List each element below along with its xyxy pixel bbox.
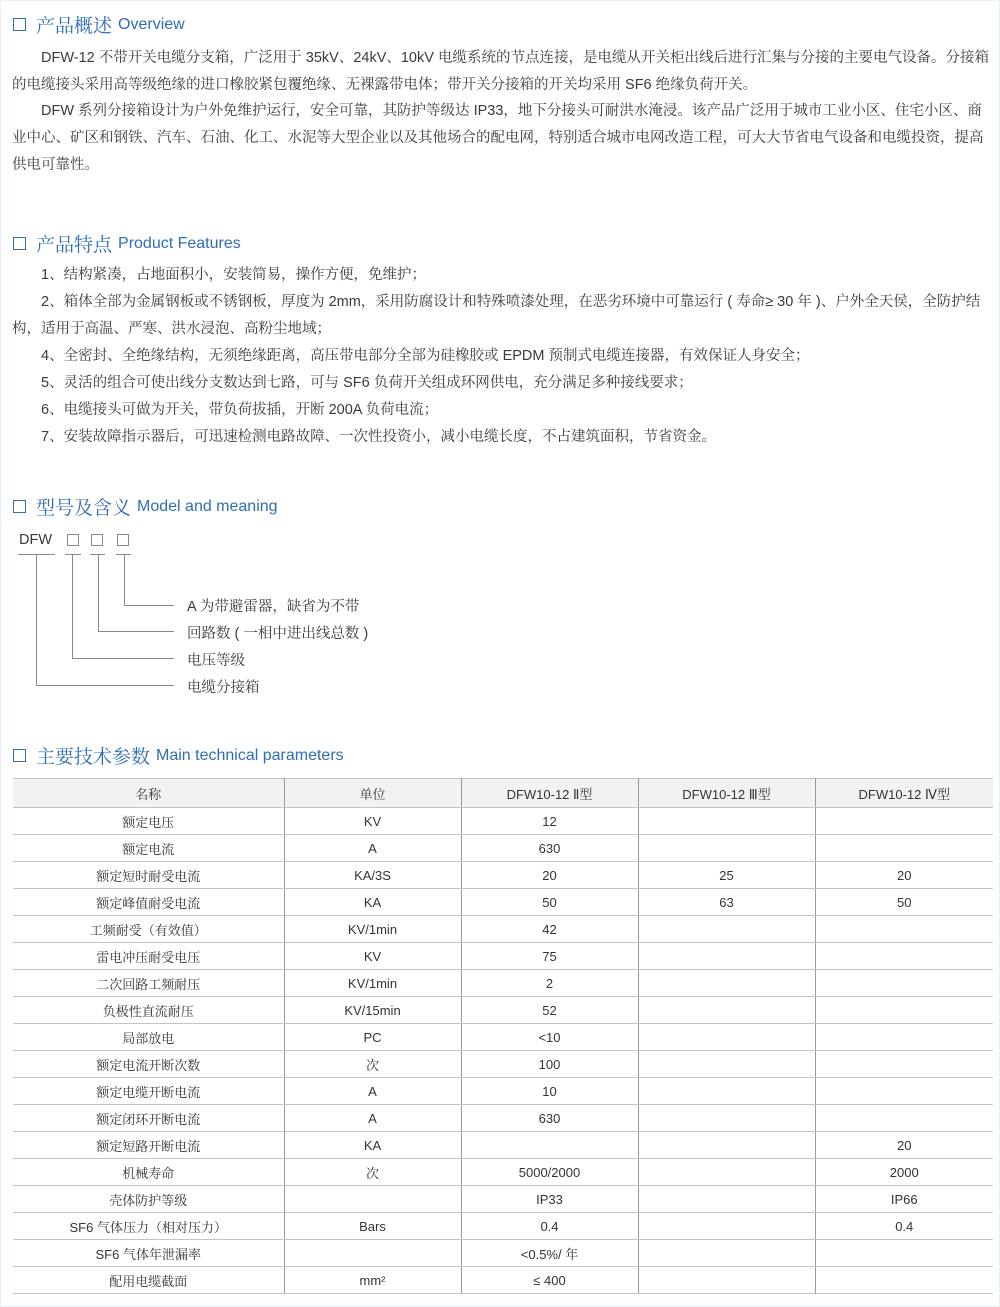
table-cell: KV/15min	[284, 997, 461, 1024]
model-label: 回路数 ( 一相中进出线总数 )	[187, 626, 369, 642]
heading-cn: 产品特点	[36, 235, 113, 256]
table-cell	[284, 1186, 461, 1213]
square-bullet-icon	[13, 500, 26, 513]
table-cell: A	[284, 1105, 461, 1132]
table-cell	[461, 1132, 638, 1159]
table-cell	[815, 1240, 993, 1267]
table-cell	[638, 1213, 815, 1240]
table-cell	[638, 808, 815, 835]
table-cell: KA/3S	[284, 862, 461, 889]
table-cell: 额定电流	[13, 835, 284, 862]
table-cell	[815, 970, 993, 997]
table-cell: <10	[461, 1024, 638, 1051]
heading-en: Product Features	[118, 234, 241, 252]
table-row	[13, 889, 993, 916]
header-cell: 名称	[13, 779, 284, 808]
table-cell: KV	[284, 943, 461, 970]
table-row	[13, 862, 993, 889]
table-cell: 次	[284, 1051, 461, 1078]
table-cell: 配用电缆截面	[13, 1267, 284, 1294]
table-cell	[815, 1078, 993, 1105]
table-cell	[638, 835, 815, 862]
params-heading	[13, 742, 344, 769]
table-cell	[815, 1024, 993, 1051]
table-row	[13, 997, 993, 1024]
table-cell: 50	[461, 889, 638, 916]
table-row	[13, 1132, 993, 1159]
table-cell: KV	[284, 808, 461, 835]
feature-item: 7、安装故障指示器后，可迅速检测电路故障、一次性投资小，减小电缆长度，不占建筑面积，节省资金。	[41, 429, 717, 445]
table-cell	[815, 835, 993, 862]
heading-en: Main technical parameters	[156, 746, 344, 764]
table-cell	[638, 970, 815, 997]
table-cell	[815, 916, 993, 943]
overview-paragraph: DFW-12 不带开关电缆分支箱，广泛用于 35kV、24kV、10kV 电缆系统的节点连接，是电缆从开关柜出线后进行汇集与分接的主要电气设备。分接箱的电缆接头采用高等级绝缘的进口橡胶紧包覆绝缘、无裸露带电体；带开关分接箱的开关均采用 SF6 绝缘负荷开关。	[12, 50, 989, 93]
table-row	[13, 916, 993, 943]
table-cell: Bars	[284, 1213, 461, 1240]
table-cell: 2	[461, 970, 638, 997]
table-row	[13, 943, 993, 970]
table-cell: 52	[461, 997, 638, 1024]
table-row	[13, 1051, 993, 1078]
table-cell: 630	[461, 1105, 638, 1132]
table-cell: 0.4	[815, 1213, 993, 1240]
table-cell: 50	[815, 889, 993, 916]
square-bullet-icon	[13, 18, 26, 31]
table-cell: A	[284, 1078, 461, 1105]
table-cell: KV/1min	[284, 916, 461, 943]
table-cell	[638, 916, 815, 943]
table-cell: 42	[461, 916, 638, 943]
table-cell	[815, 997, 993, 1024]
table-cell: 2000	[815, 1159, 993, 1186]
table-cell: 次	[284, 1159, 461, 1186]
feature-item: 2、箱体全部为金属钢板或不锈钢板，厚度为 2mm，采用防腐设计和特殊喷漆处理，在恶劣环境中可靠运行 ( 寿命≥ 30 年 )、户外全天侯，全防护结构，适用于高温、严寒、洪水浸泡、高粉尘地域；	[12, 294, 981, 337]
header-cell: DFW10-12 Ⅲ型	[638, 779, 815, 808]
table-cell	[638, 1078, 815, 1105]
feature-item: 6、电缆接头可做为开关，带负荷拔插，开断 200A 负荷电流；	[41, 402, 439, 418]
model-prefix: DFW	[19, 532, 53, 548]
table-cell: 额定峰值耐受电流	[13, 889, 284, 916]
table-cell: ≤ 400	[461, 1267, 638, 1294]
table-cell: 75	[461, 943, 638, 970]
heading-en: Model and meaning	[137, 497, 278, 515]
table-row	[13, 1186, 993, 1213]
feature-item: 5、灵活的组合可使出线分支数达到七路，可与 SF6 负荷开关组成环网供电，充分满足多种接线要求；	[41, 375, 693, 391]
table-cell: 额定电缆开断电流	[13, 1078, 284, 1105]
square-bullet-icon	[13, 749, 26, 762]
table-cell	[638, 1024, 815, 1051]
table-row	[13, 835, 993, 862]
table-row	[13, 1078, 993, 1105]
table-cell: 20	[815, 1132, 993, 1159]
header-cell: DFW10-12 Ⅱ型	[461, 779, 638, 808]
table-cell: SF6 气体压力（相对压力）	[13, 1213, 284, 1240]
table-cell	[638, 1159, 815, 1186]
table-cell	[638, 1186, 815, 1213]
square-bullet-icon	[13, 237, 26, 250]
table-cell: 12	[461, 808, 638, 835]
table-cell: IP33	[461, 1186, 638, 1213]
table-cell: 负极性直流耐压	[13, 997, 284, 1024]
feature-item: 1、结构紧凑，占地面积小，安装简易，操作方便，免维护；	[41, 267, 427, 283]
table-cell: <0.5%/ 年	[461, 1240, 638, 1267]
table-cell: 63	[638, 889, 815, 916]
table-cell: 20	[815, 862, 993, 889]
table-cell: 局部放电	[13, 1024, 284, 1051]
table-row	[13, 1267, 993, 1294]
table-cell	[815, 1105, 993, 1132]
table-cell: 额定短时耐受电流	[13, 862, 284, 889]
table-cell: 雷电冲压耐受电压	[13, 943, 284, 970]
table-cell: KA	[284, 889, 461, 916]
table-row	[13, 1024, 993, 1051]
overview-heading	[13, 11, 185, 38]
table-cell: 10	[461, 1078, 638, 1105]
table-cell: 额定闭环开断电流	[13, 1105, 284, 1132]
table-cell: 机械寿命	[13, 1159, 284, 1186]
table-cell: 额定电流开断次数	[13, 1051, 284, 1078]
table-cell: 二次回路工频耐压	[13, 970, 284, 997]
feature-item: 4、全密封、全绝缘结构，无须绝缘距离，高压带电部分全部为硅橡胶或 EPDM 预制式电缆连接器，有效保证人身安全；	[41, 348, 810, 364]
table-cell	[815, 1051, 993, 1078]
table-cell: PC	[284, 1024, 461, 1051]
table-cell	[638, 943, 815, 970]
model-label: A 为带避雷器，缺省为不带	[187, 599, 360, 615]
table-cell: 5000/2000	[461, 1159, 638, 1186]
table-cell: KA	[284, 1132, 461, 1159]
model-heading	[13, 493, 278, 520]
table-header-row	[13, 779, 993, 808]
heading-en: Overview	[118, 15, 185, 33]
table-cell: 25	[638, 862, 815, 889]
table-cell: SF6 气体年泄漏率	[13, 1240, 284, 1267]
table-row	[13, 1240, 993, 1267]
table-cell: IP66	[815, 1186, 993, 1213]
params-table	[13, 778, 993, 1294]
header-cell: DFW10-12 Ⅳ型	[815, 779, 993, 808]
table-cell	[638, 1267, 815, 1294]
table-cell	[815, 1267, 993, 1294]
model-label: 电压等级	[187, 653, 245, 669]
table-row	[13, 1159, 993, 1186]
table-cell	[638, 1132, 815, 1159]
table-cell: 100	[461, 1051, 638, 1078]
table-cell	[815, 943, 993, 970]
table-cell: KV/1min	[284, 970, 461, 997]
table-cell: 壳体防护等级	[13, 1186, 284, 1213]
table-cell	[638, 997, 815, 1024]
header-cell: 单位	[284, 779, 461, 808]
table-cell	[638, 1105, 815, 1132]
heading-cn: 型号及含义	[36, 498, 132, 519]
table-cell: mm²	[284, 1267, 461, 1294]
table-cell: A	[284, 835, 461, 862]
table-cell: 额定短路开断电流	[13, 1132, 284, 1159]
table-row	[13, 808, 993, 835]
table-cell	[638, 1051, 815, 1078]
table-cell: 630	[461, 835, 638, 862]
table-cell: 工频耐受（有效值）	[13, 916, 284, 943]
table-row	[13, 1105, 993, 1132]
table-cell	[815, 808, 993, 835]
heading-cn: 主要技术参数	[36, 747, 151, 768]
model-label: 电缆分接箱	[187, 680, 260, 696]
table-cell: 20	[461, 862, 638, 889]
table-row	[13, 1213, 993, 1240]
table-cell: 0.4	[461, 1213, 638, 1240]
heading-cn: 产品概述	[36, 16, 113, 37]
model-diagram-lines	[1, 521, 201, 701]
overview-paragraph: DFW 系列分接箱设计为户外免维护运行，安全可靠，其防护等级达 IP33，地下分接头可耐洪水淹浸。该产品广泛用于城市工业小区、住宅小区、商业中心、矿区和钢铁、汽车、石油、化工、水泥等大型企业以及其他场合的配电网，特别适合城市电网改造工程，可大大节省电气设备和电缆投资，提高供电可靠性。	[12, 103, 984, 173]
features-list	[12, 262, 992, 451]
table-row	[13, 970, 993, 997]
features-heading	[13, 230, 241, 257]
table-cell	[284, 1240, 461, 1267]
table-cell: 额定电压	[13, 808, 284, 835]
table-cell	[638, 1240, 815, 1267]
